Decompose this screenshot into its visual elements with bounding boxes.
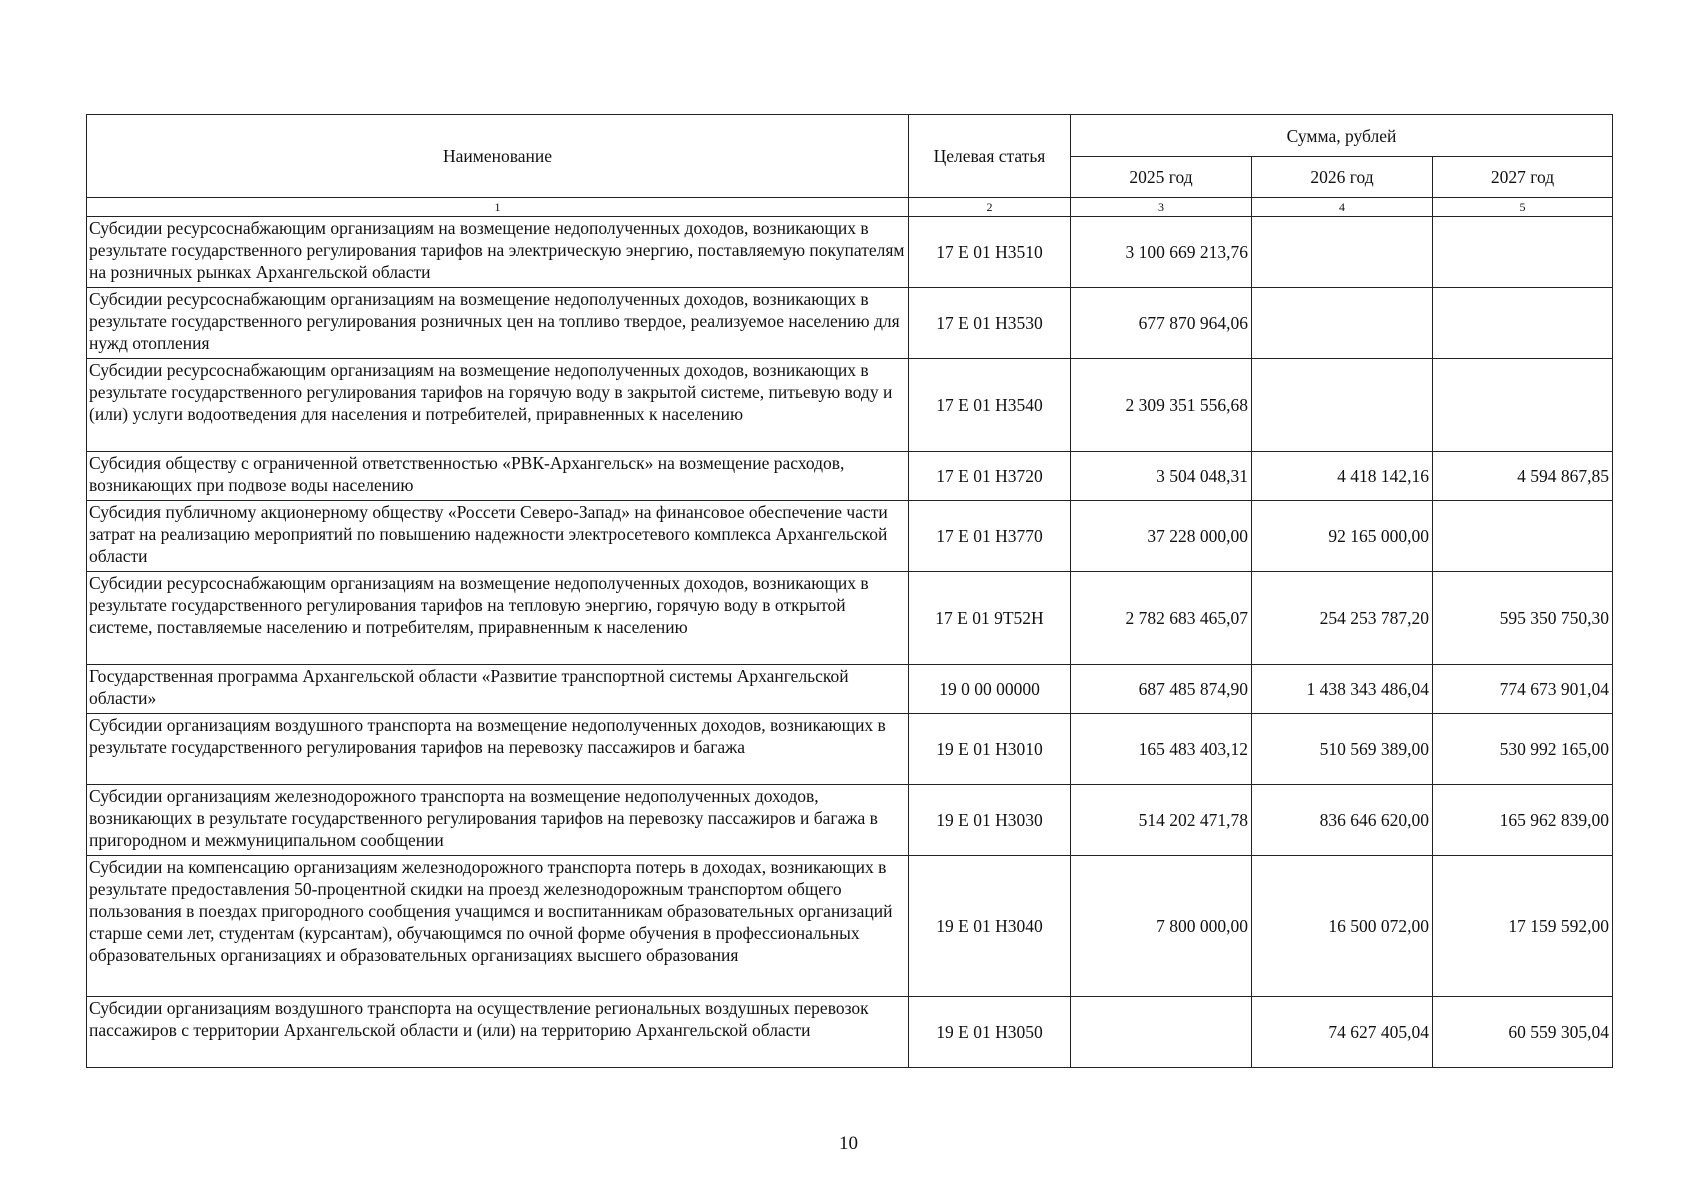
row-amount-2026: [1252, 217, 1433, 288]
row-amount-2027: 774 673 901,04: [1433, 665, 1613, 714]
row-amount-2027: [1433, 288, 1613, 359]
row-amount-2027: 530 992 165,00: [1433, 714, 1613, 785]
row-code: 17 Е 01 Н3720: [909, 452, 1071, 501]
header-sum: Сумма, рублей: [1071, 115, 1613, 157]
row-amount-2027: [1433, 217, 1613, 288]
row-amount-2027: 60 559 305,04: [1433, 997, 1613, 1068]
row-amount-2026: 92 165 000,00: [1252, 501, 1433, 572]
table-row: [87, 856, 1613, 997]
row-amount-2026: [1252, 359, 1433, 452]
row-amount-2025: 2 782 683 465,07: [1071, 572, 1252, 665]
row-code: 19 0 00 00000: [909, 665, 1071, 714]
row-amount-2026: 836 646 620,00: [1252, 785, 1433, 856]
row-name: Субсидии ресурсоснабжающим организациям на возмещение недополученных доходов, возникающих в результате государственного регулирования тарифов на горячую воду в закрытой системе, питьевую воду и (или) услуги водоотведения для населения и потребителей, приравненных к населению: [87, 359, 909, 452]
row-amount-2025: [1071, 997, 1252, 1068]
row-name: Субсидии организациям воздушного транспорта на осуществление региональных воздушных перевозок пассажиров с территории Архангельской области и (или) на территорию Архангельской области: [87, 997, 909, 1068]
row-name: Субсидии ресурсоснабжающим организациям на возмещение недополученных доходов, возникающих в результате государственного регулирования розничных цен на топливо твердое, реализуемое населению для нужд отопления: [87, 288, 909, 359]
row-name: Субсидия публичному акционерному обществу «Россети Северо-Запад» на финансовое обеспечение части затрат на реализацию мероприятий по повышению надежности электросетевого комплекса Архангельской области: [87, 501, 909, 572]
row-amount-2027: 4 594 867,85: [1433, 452, 1613, 501]
header-year-2027: 2027 год: [1433, 157, 1613, 198]
row-amount-2025: 687 485 874,90: [1071, 665, 1252, 714]
row-amount-2025: 3 504 048,31: [1071, 452, 1252, 501]
row-name: Субсидии ресурсоснабжающим организациям на возмещение недополученных доходов, возникающих в результате государственного регулирования тарифов на электрическую энергию, поставляемую покупателям на розничных рынках Архангельской области: [87, 217, 909, 288]
row-code: 19 Е 01 Н3040: [909, 856, 1071, 997]
table-row: [87, 665, 1613, 714]
row-name: Субсидии на компенсацию организациям железнодорожного транспорта потерь в доходах, возникающих в результате предоставления 50-процентной скидки на проезд железнодорожным транспортом общего пользования в поездах пригородного сообщения учащимся и воспитанникам образовательных организаций старше семи лет, студентам (курсантам), обучающимся по очной форме обучения в профессиональных образовательных организациях и образовательных организациях высшего образования: [87, 856, 909, 997]
table-row: [87, 714, 1613, 785]
row-code: 19 Е 01 Н3050: [909, 997, 1071, 1068]
row-amount-2027: 595 350 750,30: [1433, 572, 1613, 665]
row-name: Субсидии организациям воздушного транспорта на возмещение недополученных доходов, возникающих в результате государственного регулирования тарифов на перевозку пассажиров и багажа: [87, 714, 909, 785]
header-year-2025: 2025 год: [1071, 157, 1252, 198]
column-number: 1: [87, 198, 909, 217]
row-amount-2025: 37 228 000,00: [1071, 501, 1252, 572]
page-number: 10: [839, 1133, 858, 1154]
row-code: 19 Е 01 Н3010: [909, 714, 1071, 785]
row-name: Субсидии ресурсоснабжающим организациям на возмещение недополученных доходов, возникающих в результате государственного регулирования тарифов на тепловую энергию, горячую воду в открытой системе, поставляемые населению и потребителям, приравненным к населению: [87, 572, 909, 665]
header-article: Целевая статья: [909, 115, 1071, 198]
table-row: [87, 997, 1613, 1068]
row-amount-2026: 254 253 787,20: [1252, 572, 1433, 665]
row-code: 17 Е 01 Н3770: [909, 501, 1071, 572]
row-amount-2027: [1433, 501, 1613, 572]
row-amount-2026: 510 569 389,00: [1252, 714, 1433, 785]
row-amount-2025: 677 870 964,06: [1071, 288, 1252, 359]
row-name: Субсидии организациям железнодорожного транспорта на возмещение недополученных доходов, возникающих в результате государственного регулирования тарифов на перевозку пассажиров и багажа в пригородном и межмуниципальном сообщении: [87, 785, 909, 856]
row-amount-2025: 165 483 403,12: [1071, 714, 1252, 785]
row-code: 19 Е 01 Н3030: [909, 785, 1071, 856]
row-code: 17 Е 01 Н3530: [909, 288, 1071, 359]
row-amount-2025: 2 309 351 556,68: [1071, 359, 1252, 452]
row-amount-2025: 3 100 669 213,76: [1071, 217, 1252, 288]
row-amount-2026: 16 500 072,00: [1252, 856, 1433, 997]
row-amount-2026: 1 438 343 486,04: [1252, 665, 1433, 714]
table-row: [87, 452, 1613, 501]
table-row: [87, 572, 1613, 665]
row-amount-2027: 17 159 592,00: [1433, 856, 1613, 997]
row-code: 17 Е 01 9Т52Н: [909, 572, 1071, 665]
column-number: 3: [1071, 198, 1252, 217]
row-amount-2027: [1433, 359, 1613, 452]
row-amount-2026: 74 627 405,04: [1252, 997, 1433, 1068]
row-amount-2025: 514 202 471,78: [1071, 785, 1252, 856]
table-row: [87, 217, 1613, 288]
table-row: [87, 359, 1613, 452]
header-name: Наименование: [87, 115, 909, 198]
row-code: 17 Е 01 Н3540: [909, 359, 1071, 452]
row-amount-2026: [1252, 288, 1433, 359]
table-row: [87, 501, 1613, 572]
row-name: Государственная программа Архангельской области «Развитие транспортной системы Архангельской области»: [87, 665, 909, 714]
row-name: Субсидия обществу с ограниченной ответственностью «РВК-Архангельск» на возмещение расходов, возникающих при подвозе воды населению: [87, 452, 909, 501]
header-year-2026: 2026 год: [1252, 157, 1433, 198]
column-number: 5: [1433, 198, 1613, 217]
table-row: [87, 288, 1613, 359]
row-code: 17 Е 01 Н3510: [909, 217, 1071, 288]
row-amount-2026: 4 418 142,16: [1252, 452, 1433, 501]
column-number: 2: [909, 198, 1071, 217]
column-number: 4: [1252, 198, 1433, 217]
budget-table: [86, 114, 1613, 1068]
column-number-row: [87, 198, 1613, 217]
row-amount-2025: 7 800 000,00: [1071, 856, 1252, 997]
row-amount-2027: 165 962 839,00: [1433, 785, 1613, 856]
table-row: [87, 785, 1613, 856]
